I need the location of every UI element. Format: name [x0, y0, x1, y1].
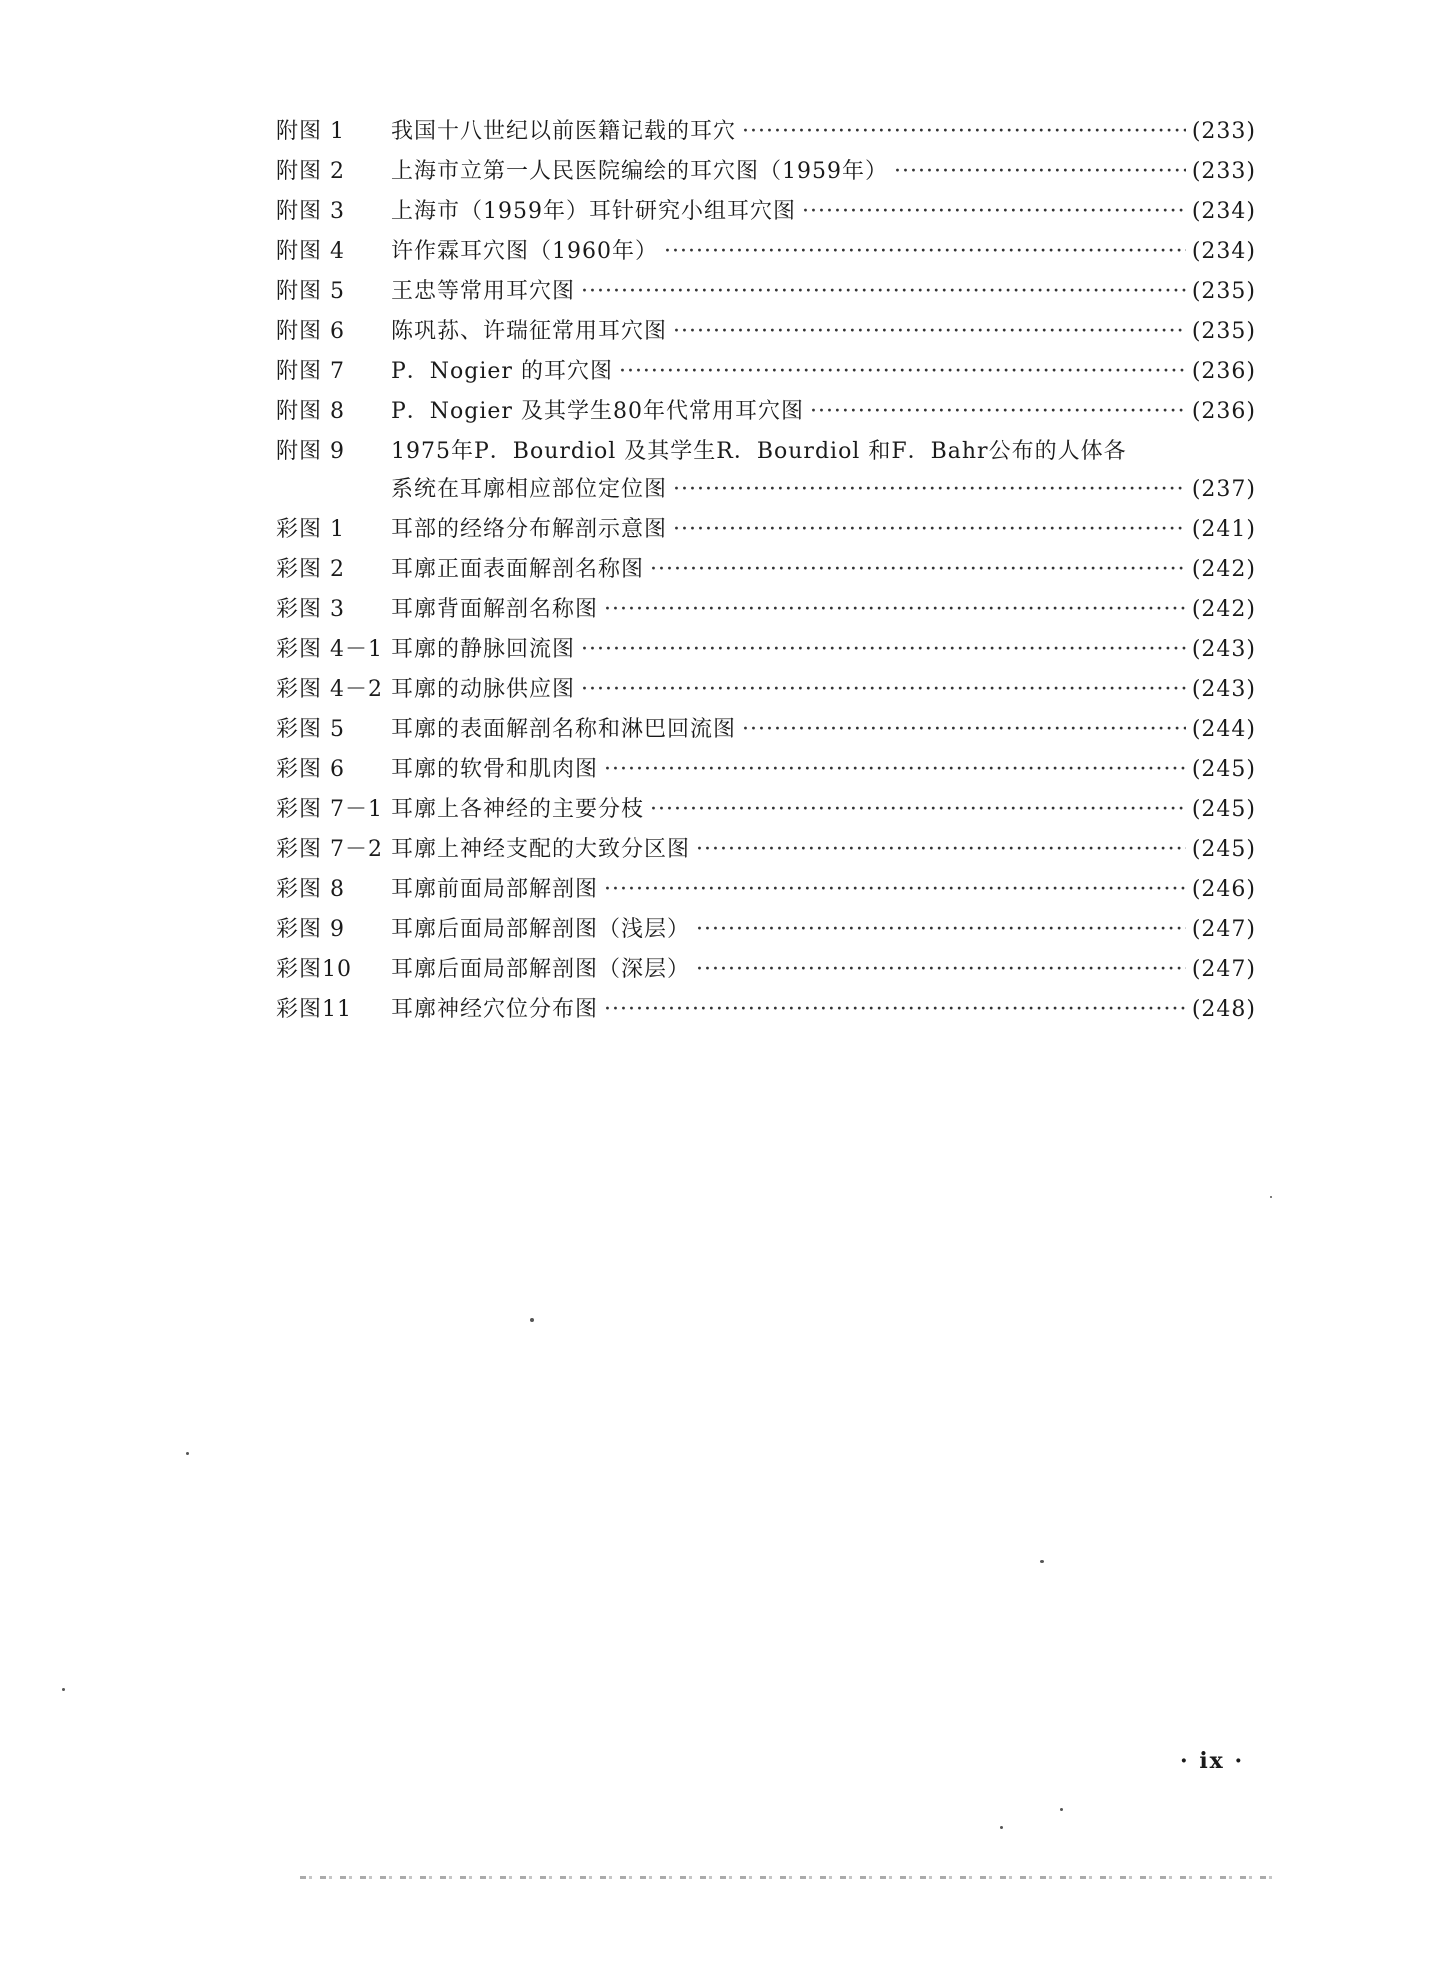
figure-number: 附图 1 — [276, 119, 345, 144]
figure-number: 彩图 8 — [276, 877, 345, 902]
figure-title: 耳廓的软骨和肌肉图 — [391, 757, 599, 782]
figure-title: 王忠等常用耳穴图 — [391, 279, 576, 304]
toc-entry-continuation — [276, 470, 1256, 510]
dot-leader — [581, 670, 1186, 710]
figure-title-continued: 系统在耳廓相应部位定位图 — [391, 477, 668, 502]
page-number: (248) — [1191, 997, 1256, 1022]
toc-entry — [276, 950, 1256, 990]
toc-entry — [276, 870, 1256, 910]
scan-speck — [186, 1452, 189, 1455]
page-number: (241) — [1191, 517, 1256, 542]
page-number: (244) — [1191, 717, 1256, 742]
page-folio: · ix · — [1180, 1748, 1245, 1774]
dot-leader — [673, 312, 1186, 352]
toc-entry — [276, 392, 1256, 432]
dot-leader — [619, 352, 1186, 392]
figure-number: 附图 8 — [276, 399, 345, 424]
figure-number: 附图 9 — [276, 439, 345, 464]
toc-entry — [276, 272, 1256, 312]
figure-title: P．Nogier 及其学生80年代常用耳穴图 — [391, 399, 804, 424]
toc-entry — [276, 192, 1256, 232]
dot-leader — [581, 272, 1186, 312]
page-number: (245) — [1191, 757, 1256, 782]
table-of-contents — [276, 112, 1256, 1030]
figure-number: 附图 4 — [276, 239, 345, 264]
figure-number: 彩图11 — [276, 997, 352, 1022]
dot-leader — [673, 470, 1186, 510]
dot-leader — [604, 590, 1186, 630]
page-number: (242) — [1191, 557, 1256, 582]
scan-speck — [530, 1318, 534, 1322]
toc-entry — [276, 232, 1256, 272]
figure-title: 耳廓上各神经的主要分枝 — [391, 797, 645, 822]
toc-entry — [276, 910, 1256, 950]
figure-title: 耳廓后面局部解剖图（深层） — [391, 957, 691, 982]
toc-entry — [276, 630, 1256, 670]
toc-entry — [276, 152, 1256, 192]
toc-entry — [276, 432, 1256, 470]
figure-title: 上海市立第一人民医院编绘的耳穴图（1959年） — [391, 159, 888, 184]
figure-title: 1975年P．Bourdiol 及其学生R．Bourdiol 和F．Bahr公布的人体各 — [391, 439, 1127, 464]
page-number: (236) — [1191, 359, 1256, 384]
figure-title: 我国十八世纪以前医籍记载的耳穴 — [391, 119, 737, 144]
figure-number: 附图 7 — [276, 359, 345, 384]
figure-title: 上海市（1959年）耳针研究小组耳穴图 — [391, 199, 796, 224]
figure-number: 彩图 3 — [276, 597, 345, 622]
page-number: (235) — [1191, 319, 1256, 344]
page-number: (245) — [1191, 837, 1256, 862]
page-number: (234) — [1191, 239, 1256, 264]
page-number: (245) — [1191, 797, 1256, 822]
dot-leader — [650, 790, 1186, 830]
figure-number: 彩图 2 — [276, 557, 345, 582]
figure-number: 附图 3 — [276, 199, 345, 224]
scan-artifact-line — [300, 1876, 1280, 1879]
figure-title: 陈巩荪、许瑞征常用耳穴图 — [391, 319, 668, 344]
figure-title: 耳廓的表面解剖名称和淋巴回流图 — [391, 717, 737, 742]
figure-title: 耳廓前面局部解剖图 — [391, 877, 599, 902]
dot-leader — [696, 950, 1186, 990]
figure-number: 彩图 7－1 — [276, 797, 383, 822]
figure-title: P．Nogier 的耳穴图 — [391, 359, 613, 384]
figure-title: 耳廓后面局部解剖图（浅层） — [391, 917, 691, 942]
toc-entry — [276, 510, 1256, 550]
figure-number: 附图 2 — [276, 159, 345, 184]
page-number: (234) — [1191, 199, 1256, 224]
toc-entry — [276, 590, 1256, 630]
figure-number: 彩图 6 — [276, 757, 345, 782]
page-number: (233) — [1191, 119, 1256, 144]
page-number: (243) — [1191, 637, 1256, 662]
toc-entry — [276, 990, 1256, 1030]
scan-speck — [1060, 1808, 1063, 1811]
page-number: (233) — [1191, 159, 1256, 184]
toc-entry — [276, 710, 1256, 750]
toc-entry — [276, 312, 1256, 352]
dot-leader — [664, 232, 1186, 272]
figure-number: 彩图 7－2 — [276, 837, 383, 862]
figure-title: 耳部的经络分布解剖示意图 — [391, 517, 668, 542]
figure-number: 彩图10 — [276, 957, 352, 982]
figure-number: 彩图 5 — [276, 717, 345, 742]
figure-title: 耳廓上神经支配的大致分区图 — [391, 837, 691, 862]
dot-leader — [742, 112, 1186, 152]
figure-number: 彩图 4－1 — [276, 637, 383, 662]
toc-entry — [276, 670, 1256, 710]
dot-leader — [650, 550, 1186, 590]
figure-title: 耳廓正面表面解剖名称图 — [391, 557, 645, 582]
figure-title: 耳廓的动脉供应图 — [391, 677, 576, 702]
dot-leader — [673, 510, 1186, 550]
dot-leader — [696, 910, 1186, 950]
figure-number: 彩图 9 — [276, 917, 345, 942]
dot-leader — [604, 750, 1186, 790]
toc-entry — [276, 550, 1256, 590]
figure-number: 附图 6 — [276, 319, 345, 344]
page-number: (242) — [1191, 597, 1256, 622]
dot-leader — [810, 392, 1186, 432]
figure-title: 耳廓背面解剖名称图 — [391, 597, 599, 622]
figure-title: 许作霖耳穴图（1960年） — [391, 239, 658, 264]
toc-entry — [276, 830, 1256, 870]
toc-entry — [276, 750, 1256, 790]
toc-entry — [276, 112, 1256, 152]
scan-speck — [62, 1688, 65, 1691]
figure-title: 耳廓的静脉回流图 — [391, 637, 576, 662]
scan-speck — [1040, 1560, 1044, 1563]
dot-leader — [581, 630, 1186, 670]
scan-speck — [1000, 1826, 1003, 1829]
dot-leader — [802, 192, 1186, 232]
page-number: (236) — [1191, 399, 1256, 424]
figure-number: 彩图 1 — [276, 517, 345, 542]
page-number: (237) — [1191, 477, 1256, 502]
dot-leader — [742, 710, 1186, 750]
page-number: (246) — [1191, 877, 1256, 902]
dot-leader — [894, 152, 1186, 192]
dot-leader — [604, 990, 1186, 1030]
figure-number: 彩图 4－2 — [276, 677, 383, 702]
dot-leader — [604, 870, 1186, 910]
page-number: (247) — [1191, 957, 1256, 982]
page-number: (247) — [1191, 917, 1256, 942]
toc-entry — [276, 352, 1256, 392]
scan-speck — [1270, 1196, 1272, 1198]
dot-leader — [696, 830, 1186, 870]
toc-entry — [276, 790, 1256, 830]
page-number: (243) — [1191, 677, 1256, 702]
figure-number: 附图 5 — [276, 279, 345, 304]
figure-title: 耳廓神经穴位分布图 — [391, 997, 599, 1022]
page-number: (235) — [1191, 279, 1256, 304]
